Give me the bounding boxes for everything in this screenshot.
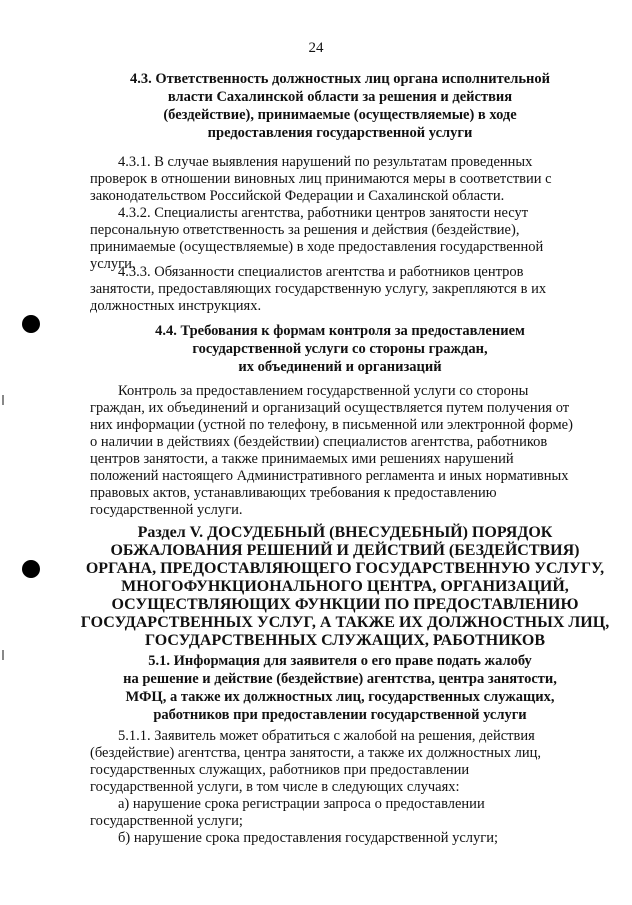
- title-line: власти Сахалинской области за решения и действия: [167, 89, 513, 105]
- title-line: 5.1. Информация для заявителя о его праве подать жалобу: [148, 653, 532, 669]
- title-line: (бездействие), принимаемые (осуществляемые) в ходе: [163, 107, 517, 123]
- list-item-b: [90, 830, 600, 847]
- text-line: государственной услуги.: [90, 502, 243, 518]
- title-line: их объединений и организаций: [238, 359, 442, 375]
- text-line: услуги.: [90, 256, 136, 272]
- text-line: 4.3.2. Специалисты агентства, работники центров занятости несут: [118, 205, 529, 221]
- punch-hole-top: [22, 315, 40, 333]
- title-line: МНОГОФУНКЦИОНАЛЬНОГО ЦЕНТРА, ОРГАНИЗАЦИЙ,: [121, 578, 569, 595]
- title-line: ГОСУДАРСТВЕННЫХ СЛУЖАЩИХ, РАБОТНИКОВ: [145, 632, 545, 649]
- title-line: 4.4. Требования к формам контроля за предоставлением: [155, 323, 525, 339]
- text-line: правовых актов, устанавливающих требования к предоставлению: [90, 485, 497, 501]
- text-line: о наличии в действиях (бездействии) специалистов агентства, работников: [90, 434, 548, 450]
- text-line: принимаемые (осуществляемые) в ходе предоставления государственной: [90, 239, 544, 255]
- title-line: 4.3. Ответственность должностных лиц органа исполнительной: [130, 71, 550, 87]
- text-line: персональную ответственность за решения и действия (бездействие),: [90, 222, 520, 238]
- text-line: них информации (устной по телефону, в письменной или электронной форме): [90, 417, 573, 433]
- text-line: должностных инструкциях.: [90, 298, 262, 314]
- title-line: предоставления государственной услуги: [207, 125, 473, 141]
- title-line: ГОСУДАРСТВЕННЫХ УСЛУГ, А ТАКЖЕ ИХ ДОЛЖНОСТНЫХ ЛИЦ,: [80, 614, 610, 631]
- text-line: б) нарушение срока предоставления государственной услуги;: [118, 830, 498, 846]
- paragraph-5-1-1: [90, 728, 600, 796]
- title-line: МФЦ, а также их должностных лиц, государственных служащих,: [125, 689, 555, 705]
- text-line: государственных служащих, работников при предоставлении: [90, 762, 470, 778]
- scan-mark: [2, 650, 4, 660]
- title-line: ОСУЩЕСТВЛЯЮЩИХ ФУНКЦИИ ПО ПРЕДОСТАВЛЕНИЮ: [111, 596, 579, 613]
- title-line: на решение и действие (бездействие) агентства, центра занятости,: [123, 671, 557, 687]
- text-line: а) нарушение срока регистрации запроса о предоставлении: [118, 796, 485, 812]
- title-line: государственной услуги со стороны граждан,: [192, 341, 488, 357]
- punch-hole-bottom: [22, 560, 40, 578]
- list-item-a: [90, 796, 600, 830]
- paragraph-4-3-2: [90, 205, 600, 273]
- paragraph-4-4: [90, 383, 600, 519]
- text-line: государственной услуги;: [90, 813, 243, 829]
- section-5-1-title: [60, 652, 620, 724]
- text-line: Контроль за предоставлением государственной услуги со стороны: [118, 383, 529, 399]
- section-5-title: [60, 524, 630, 650]
- text-line: государственной услуги, в том числе в следующих случаях:: [90, 779, 460, 795]
- title-line: ОБЖАЛОВАНИЯ РЕШЕНИЙ И ДЕЙСТВИЙ (БЕЗДЕЙСТВИЯ): [110, 542, 580, 559]
- text-line: проверок в отношении виновных лиц принимаются меры в соответствии с: [90, 171, 552, 187]
- paragraph-4-3-1: [90, 154, 600, 205]
- scan-mark: [2, 395, 4, 405]
- text-line: занятости, предоставляющих государственную услугу, закрепляются в их: [90, 281, 547, 297]
- section-4-3-title: [60, 70, 620, 142]
- text-line: 4.3.3. Обязанности специалистов агентства и работников центров: [118, 264, 524, 280]
- title-line: работников при предоставлении государственной услуги: [153, 707, 527, 723]
- section-4-4-title: [60, 322, 620, 376]
- text-line: граждан, их объединений и организаций осуществляется путем получения от: [90, 400, 570, 416]
- page-number: 24: [308, 40, 324, 56]
- text-line: 4.3.1. В случае выявления нарушений по результатам проведенных: [118, 154, 533, 170]
- title-line: ОРГАНА, ПРЕДОСТАВЛЯЮЩЕГО ГОСУДАРСТВЕННУЮ УСЛУГУ,: [85, 560, 605, 577]
- text-line: положений настоящего Административного регламента и иных нормативных: [90, 468, 569, 484]
- paragraph-4-3-3: [90, 264, 600, 315]
- text-line: (бездействие) агентства, центра занятости, а также их должностных лиц,: [90, 745, 542, 761]
- text-line: 5.1.1. Заявитель может обратиться с жалобой на решения, действия: [118, 728, 535, 744]
- text-line: центров занятости, а также принимаемых ими решениях нарушений: [90, 451, 514, 467]
- title-line: Раздел V. ДОСУДЕБНЫЙ (ВНЕСУДЕБНЫЙ) ПОРЯДОК: [137, 524, 553, 541]
- text-line: законодательством Российской Федерации и Сахалинской области.: [90, 188, 505, 204]
